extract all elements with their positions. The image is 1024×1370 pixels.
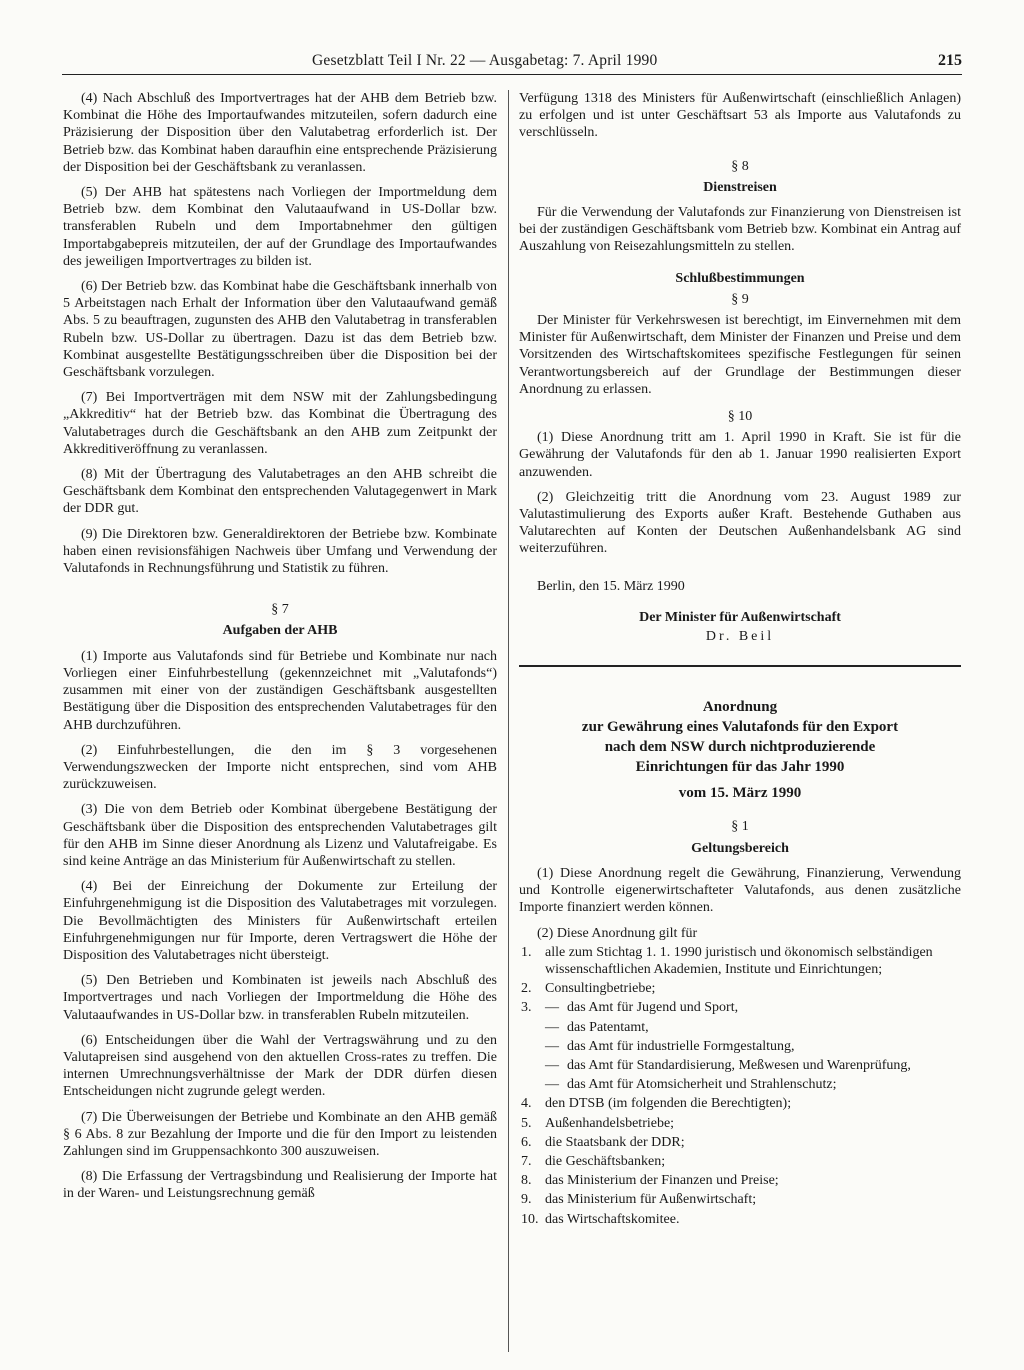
column-divider bbox=[508, 90, 509, 1352]
header-title: Gesetzblatt Teil I Nr. 22 — Ausgabetag: 7. April 1990 bbox=[312, 52, 658, 69]
paragraph: (1) Importe aus Valutafonds sind für Betriebe und Kombinate nur nach Vorliegen einer Einfuhrbestellung (gekennzeichnet mit „Valutafonds“) zusammen mit einer von der zuständigen Geschäftsbank ausgestellten Bestätigung über die Disposition des entsprechenden Valutabetrages für den AHB durchzuführen. bbox=[63, 648, 497, 733]
paragraph: (1) Diese Anordnung regelt die Gewährung, Finanzierung, Verwendung und Kontrolle eigenerwirtschafteter Valutafonds, aus denen zusätzliche Importe finanziert werden können. bbox=[519, 865, 961, 916]
paragraph: (6) Entscheidungen über die Wahl der Vertragswährung und zu den Valutapreisen sind ausgehend von den aktuellen Cross-rates zu treffen. Die internen Umrechnungsverhältnisse der Mark der DDR dürfen diesen Entscheidungen nicht zugrunde gelegt werden. bbox=[63, 1032, 497, 1100]
list-item: 3. — das Amt für Jugend und Sport, — das Patentamt, — das Amt für industrielle Formgestaltung, — das Amt für Standardisierung, Meßwesen und Warenprüfung, — das Amt für Atomsicherheit und Strahlenschutz; bbox=[519, 999, 961, 1093]
paragraph: Verfügung 1318 des Ministers für Außenwirtschaft (einschließlich Anlagen) zu erfolgen und ist unter Geschäftsart 53 als Importe aus Valutafonds zu verschlüsseln. bbox=[519, 91, 961, 141]
section-title: Aufgaben der AHB bbox=[222, 623, 338, 639]
paragraph: Der Minister für Verkehrswesen ist berechtigt, im Einvernehmen mit dem Minister für Außenwirtschaft, dem Minister der Finanzen und Preise und dem Vorsitzenden des Wirtschaftskomitees spezifische Festlegungen für seinen Verantwortungsbereich auf der Grundlage der Bestimmungen dieser Anordnung zu erlassen. bbox=[519, 313, 961, 397]
section-number: § 9 bbox=[731, 291, 749, 307]
paragraph: (5) Den Betrieben und Kombinaten ist jeweils nach Abschluß des Importvertrages und nach Vorliegen der Importmeldung die Höhe des Valutaaufwandes in US-Dollar bzw. in transferablen Rubeln mitzuteilen. bbox=[63, 973, 497, 1023]
section-number: § 10 bbox=[727, 409, 753, 425]
ordinance-title-line: nach dem NSW durch nichtproduzierende bbox=[604, 739, 876, 756]
page-number: 215 bbox=[938, 52, 962, 69]
list-item: 5. Außenhandelsbetriebe; bbox=[521, 1115, 675, 1131]
paragraph: (9) Die Direktoren bzw. Generaldirektoren der Betriebe bzw. Kombinate haben einen revisionsfähigen Nachweis über Umfang und Verwendung der Valutafonds in Rechnungsführung und Statistik zu führen. bbox=[63, 526, 497, 577]
section-number: § 7 bbox=[271, 602, 289, 618]
paragraph: (7) Bei Importverträgen mit dem NSW mit der Zahlungsbedingung „Akkreditiv“ hat der Betrieb bzw. das Kombinat die Übertragung des Valutabetrages durch die Geschäftsbank an den AHB zum Zeitpunkt der Akkreditiveröffnung zu veranlassen. bbox=[63, 390, 497, 457]
paragraph: (2) Gleichzeitig tritt die Anordnung vom 23. August 1989 zur Valutastimulierung des Exports außer Kraft. Bestehende Guthaben aus Valutarechten auf Konten der Deutschen Außenhandelsbank AG sind weiterzuführen. bbox=[519, 489, 961, 557]
ordinance-title-line: Anordnung bbox=[702, 699, 778, 716]
paragraph: (7) Die Überweisungen der Betriebe und Kombinate an den AHB gemäß § 6 Abs. 8 zur Bezahlung der Importe und die für den Import zu leistenden Zahlungen sind im Gruppensachkonto 300 auszuweisen. bbox=[63, 1109, 497, 1159]
signer-title: Der Minister für Außenwirtschaft bbox=[639, 609, 841, 625]
page-header bbox=[62, 52, 962, 75]
section-title: Dienstreisen bbox=[703, 179, 777, 195]
paragraph: (1) Diese Anordnung tritt am 1. April 1990 in Kraft. Sie ist für die Gewährung der Valutafonds für den ab 1. Januar 1990 realisierten Export anzuwenden. bbox=[519, 430, 961, 480]
paragraph: (5) Der AHB hat spätestens nach Vorliegen der Importmeldung dem Betrieb bzw. dem Kombinat den Valutaaufwand in US-Dollar bzw. transferablen Rubeln und dem Importabnehmer den gültigen Importabgabepreis mitzuteilen, der auf der Grundlage des Importaufwandes des jeweiligen Importvertrages zu bilden ist. bbox=[63, 185, 497, 269]
paragraph: (4) Nach Abschluß des Importvertrages hat der AHB dem Betrieb bzw. Kombinat die Höhe des Importaufwandes mitzuteilen, sofern dadurch eine Präzisierung der Disposition über den Valutabetrag erforderlich ist. Der Betrieb bzw. das Kombinat haben daraufhin eine entsprechende Präzisierung der Disposition bei der Geschäftsbank zu veranlassen. bbox=[63, 91, 497, 175]
right-column bbox=[519, 90, 961, 1230]
paragraph: (6) Der Betrieb bzw. das Kombinat habe die Geschäftsbank innerhalb von 5 Arbeitstagen nach Erhalt der Information über den Valutaaufwand gemäß Abs. 5 zu beauftragen, zugunsten des AHB den Valutabetrag in transferablen Rubeln bzw. US-Dollar zu übertragen. Dazu ist das dem Betrieb bzw. Kombinat ausgestellte Bestätigungsschreiben über die Disposition bei der Geschäftsbank vorzulegen. bbox=[63, 279, 497, 381]
dash-item: — das Amt für industrielle Formgestaltung, bbox=[545, 1038, 795, 1054]
list-item: 4. den DTSB (im folgenden die Berechtigten); bbox=[521, 1096, 792, 1112]
dash-item: — das Amt für Standardisierung, Meßwesen und Warenprüfung, bbox=[545, 1057, 911, 1073]
date-place: Berlin, den 15. März 1990 bbox=[537, 578, 685, 594]
dash-item: — das Patentamt, bbox=[545, 1019, 649, 1035]
dash-item: — das Amt für Atomsicherheit und Strahlenschutz; bbox=[545, 1077, 837, 1093]
signer-name: Dr. Beil bbox=[705, 629, 775, 645]
paragraph: (2) Diese Anordnung gilt für bbox=[537, 925, 698, 941]
left-column bbox=[63, 90, 497, 1211]
ordinance-title-line: Einrichtungen für das Jahr 1990 bbox=[635, 759, 845, 776]
paragraph: (2) Einfuhrbestellungen, die den im § 3 vorgesehenen Verwendungszwecken der Importe nicht entsprechen, sind vom AHB zurückzuweisen. bbox=[63, 742, 497, 793]
list-item: 10. das Wirtschaftskomitee. bbox=[521, 1211, 680, 1227]
list-item: 8. das Ministerium der Finanzen und Preise; bbox=[521, 1173, 779, 1189]
ordinance-title bbox=[519, 697, 961, 777]
final-provisions-heading: Schlußbestimmungen bbox=[675, 270, 805, 286]
section-title: Geltungsbereich bbox=[691, 840, 789, 856]
paragraph: (8) Die Erfassung der Vertragsbindung und Realisierung der Importe hat in der Waren- und Leistungsrechnung gemäß bbox=[63, 1169, 497, 1202]
scope-list bbox=[519, 944, 961, 1228]
section-number: § 8 bbox=[731, 158, 749, 174]
list-item: 9. das Ministerium für Außenwirtschaft; bbox=[521, 1192, 757, 1208]
paragraph: (4) Bei der Einreichung der Dokumente zur Erteilung der Einfuhrgenehmigung ist die Disposition des Valutabetrages mit vorzulegen. Die Bevollmächtigten des Ministers für Außenwirtschaft erteilen Einfuhrgenehmigungen nur für Importe, deren Vertragswert die Höhe der Disposition des Valutabetrages nicht übersteigt. bbox=[63, 879, 497, 963]
paragraph: Für die Verwendung der Valutafonds zur Finanzierung von Dienstreisen ist bei der zuständigen Geschäftsbank vom Betrieb bzw. Kombinat ein Antrag auf Auszahlung von Reisezahlungsmitteln zu stellen. bbox=[519, 205, 961, 255]
section-number: § 1 bbox=[731, 819, 749, 835]
list-item: 6. die Staatsbank der DDR; bbox=[521, 1134, 685, 1150]
ordinance-title-line: zur Gewährung eines Valutafonds für den Export bbox=[581, 719, 899, 736]
paragraph: (3) Die von dem Betrieb oder Kombinat übergebene Bestätigung der Geschäftsbank über die Disposition des entsprechenden Valutabetrages gilt für den AHB im Sinne dieser Anordnung als Lizenz und Valutafreigabe. Es sind keine Anträge an das Ministerium für Außenwirtschaft zu stellen. bbox=[63, 802, 497, 869]
list-item: 2. Consultingbetriebe; bbox=[521, 981, 656, 997]
dash-item: — das Amt für Jugend und Sport, bbox=[545, 1000, 739, 1016]
ordinance-date: vom 15. März 1990 bbox=[678, 785, 802, 802]
list-item: 7. die Geschäftsbanken; bbox=[521, 1153, 666, 1169]
paragraph: (8) Mit der Übertragung des Valutabetrages an den AHB schreibt die Geschäftsbank dem Kombinat den entsprechenden Valutagegenwert in Mark der DDR gut. bbox=[63, 467, 497, 517]
section-rule bbox=[519, 665, 961, 667]
list-item: 1. alle zum Stichtag 1. 1. 1990 juristisch und ökonomisch selbständigen wissenschaftlichen Akademien, Institute und Einrichtungen; bbox=[521, 944, 933, 977]
